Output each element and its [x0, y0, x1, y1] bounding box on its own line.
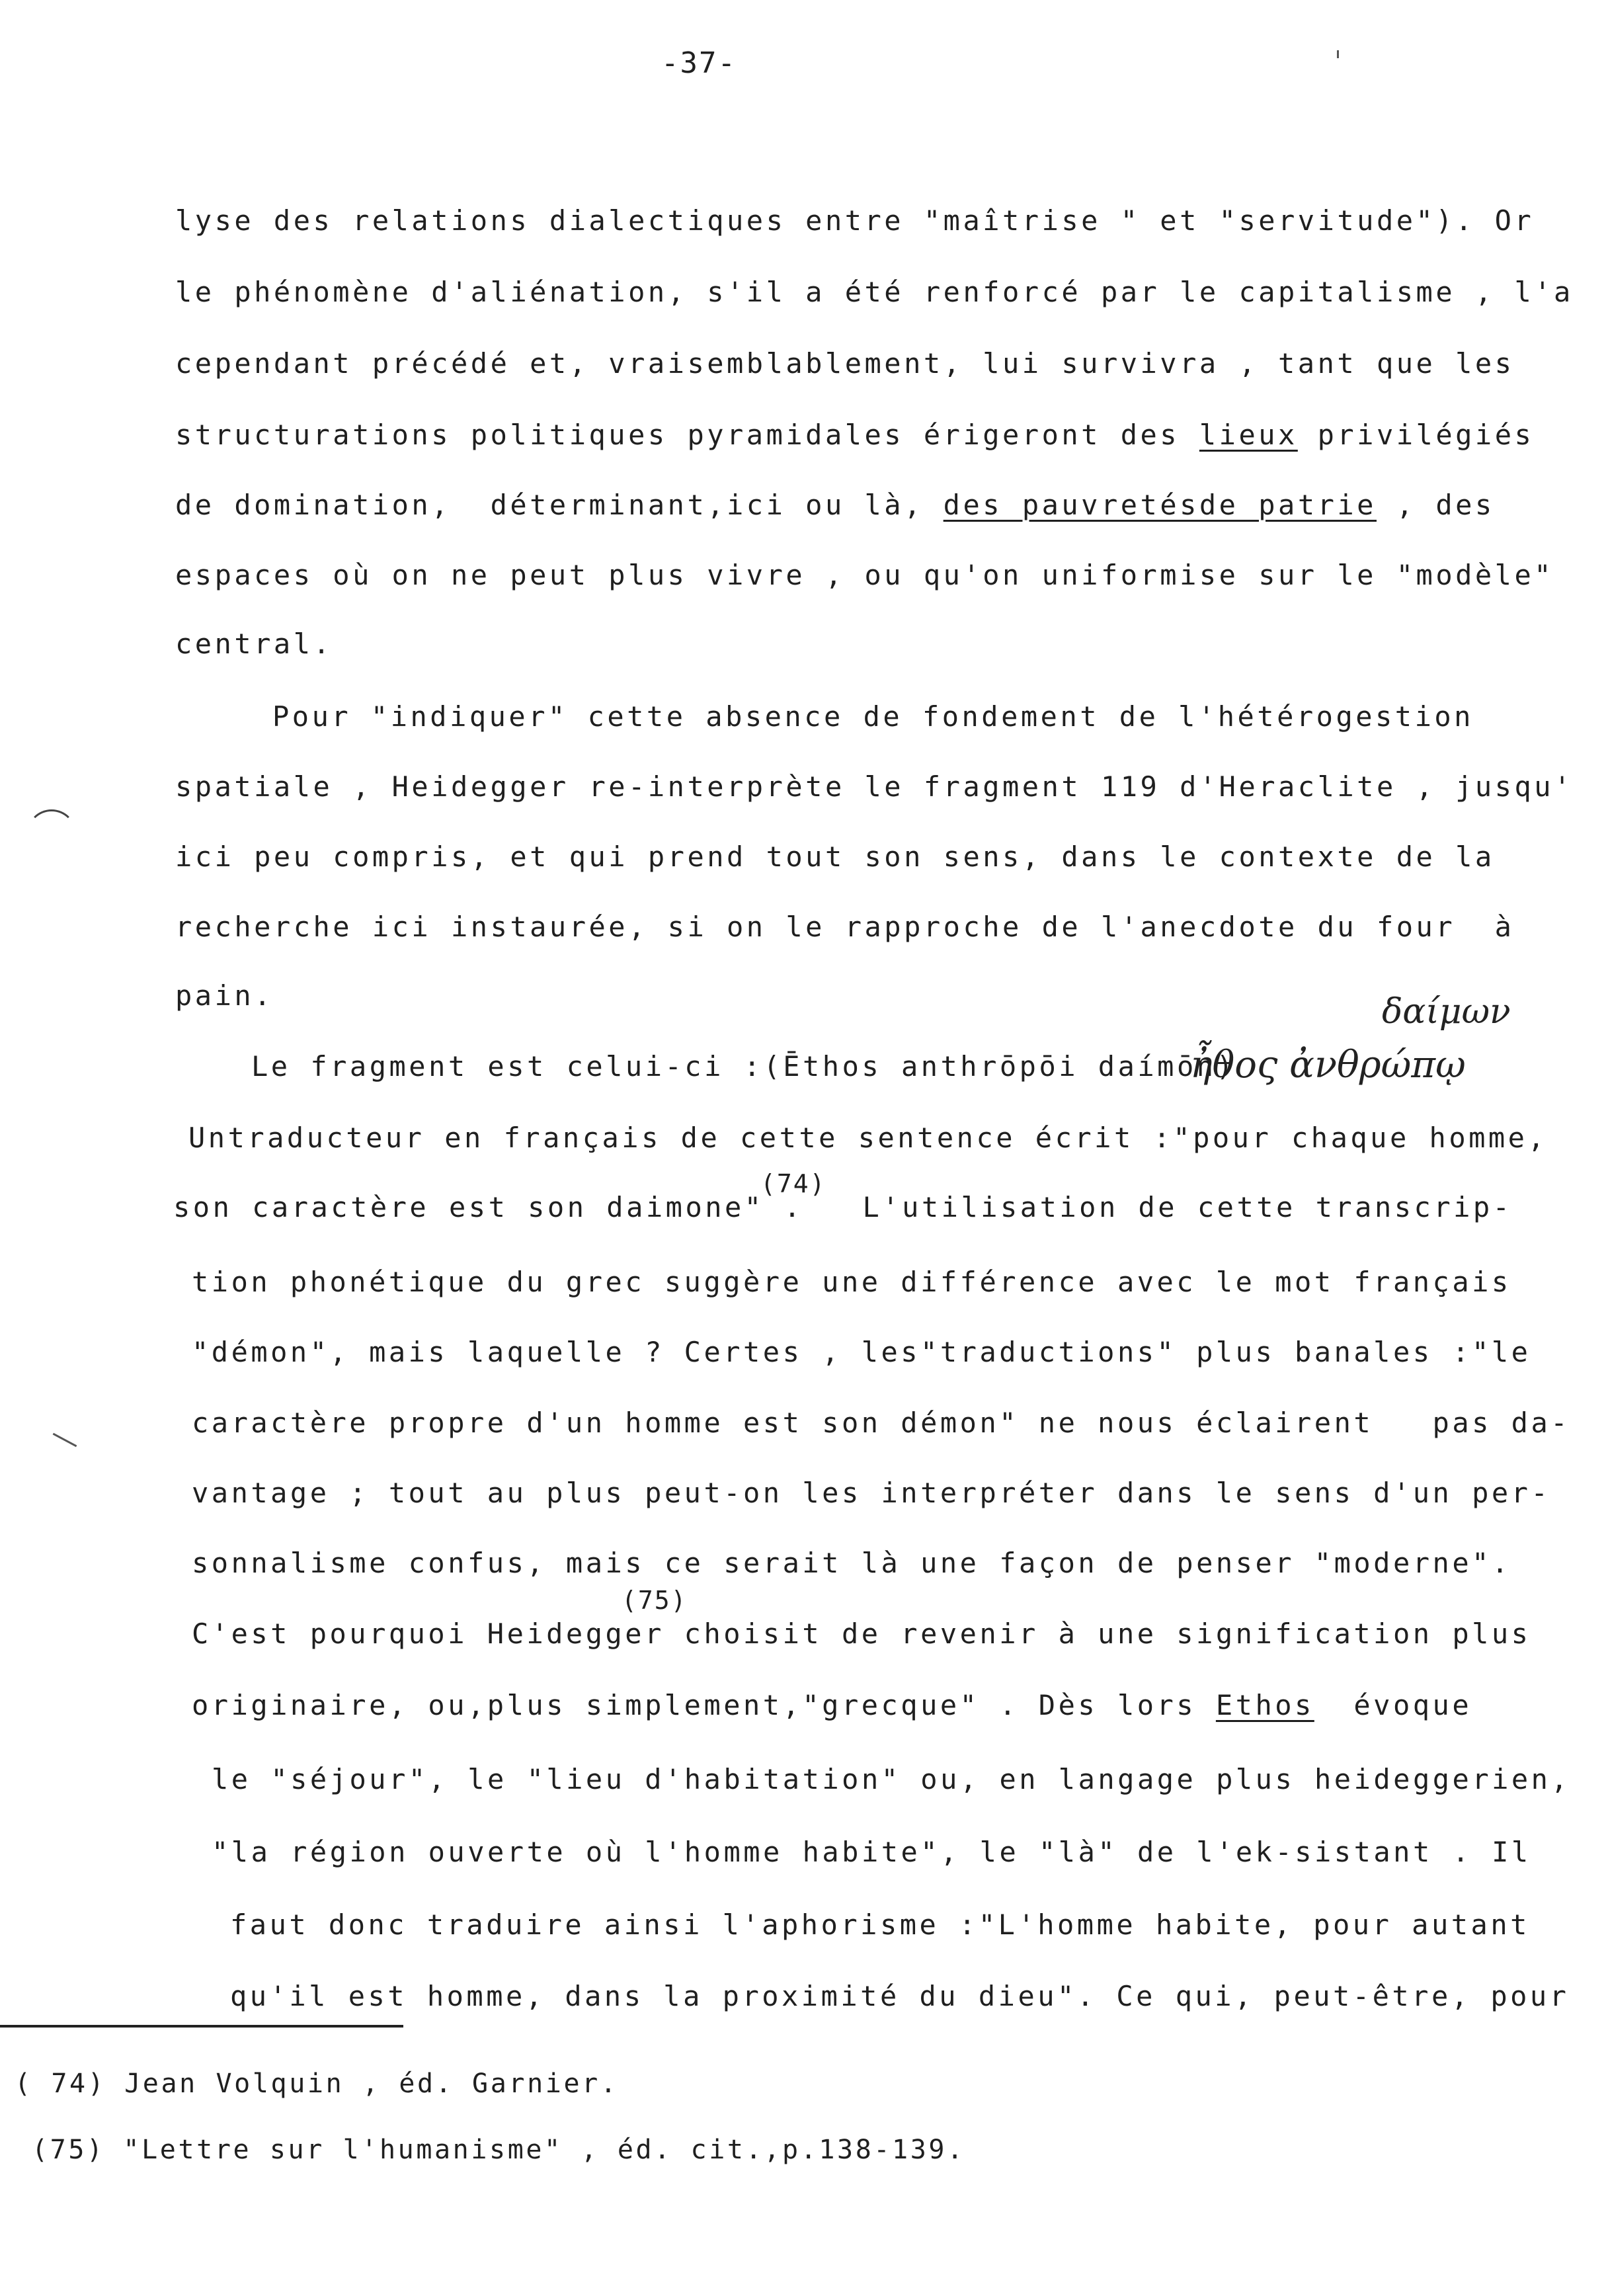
- text-line: cependant précédé et, vraisemblablement, lui survivra , tant que les: [175, 347, 1515, 380]
- handwritten-greek: ἦθος ἀνθρώπῳ: [1190, 1044, 1466, 1086]
- text-line: recherche ici instaurée, si on le rapproche de l'anecdote du four à: [175, 911, 1515, 943]
- text-line: "démon", mais laquelle ? Certes , les"traductions" plus banales :"le: [192, 1336, 1531, 1368]
- text-line: le "séjour", le "lieu d'habitation" ou, en langage plus heideggerien,: [212, 1763, 1571, 1795]
- text-segment: évoque: [1314, 1689, 1472, 1721]
- footnote-reference-75: (75): [622, 1586, 688, 1615]
- text-segment: , des: [1376, 489, 1495, 521]
- text-segment: privilégiés: [1297, 419, 1535, 451]
- text-line: ici peu compris, et qui prend tout son sens, dans le contexte de la: [175, 840, 1495, 873]
- text-line: [175, 421, 1534, 449]
- handwritten-greek-annotation: δαίμων: [1382, 992, 1511, 1032]
- text-line: vantage ; tout au plus peut-on les interpréter dans le sens d'un per-: [192, 1477, 1551, 1509]
- margin-mark: [26, 809, 77, 860]
- text-line: qu'il est homme, dans la proximité du dieu". Ce qui, peut-être, pour: [230, 1980, 1570, 2012]
- underlined-term: lieux: [1199, 419, 1298, 451]
- text-segment: de domination, déterminant,ici ou là,: [175, 489, 944, 521]
- margin-mark: [53, 1433, 77, 1447]
- underlined-term: des pauvretésde patrie: [943, 489, 1377, 521]
- footnote-75: (75) "Lettre sur l'humanisme" , éd. cit.,p.138-139.: [32, 2135, 965, 2165]
- footnote-separator: [0, 2025, 403, 2028]
- text-line: spatiale , Heidegger re-interprète le fragment 119 d'Heraclite , jusqu': [175, 770, 1574, 803]
- page-number: -37-: [661, 46, 737, 80]
- text-line: Untraducteur en français de cette sentence écrit :"pour chaque homme,: [188, 1122, 1548, 1154]
- text-line: "la région ouverte où l'homme habite", le "là" de l'ek-sistant . Il: [212, 1836, 1531, 1868]
- text-line: lyse des relations dialectiques entre "maîtrise " et "servitude"). Or: [175, 204, 1535, 237]
- footnote-74: ( 74) Jean Volquin , éd. Garnier.: [15, 2069, 619, 2099]
- text-line: Le fragment est celui-ci :(Ēthos anthrōpōi daímōn): [251, 1050, 1236, 1083]
- text-line: sonnalisme confus, mais ce serait là une façon de penser "moderne".: [192, 1547, 1511, 1579]
- text-segment: originaire, ou,plus simplement,"grecque" . Dès lors: [192, 1689, 1216, 1721]
- text-segment: structurations politiques pyramidales érigeront des: [175, 419, 1199, 451]
- text-line: [192, 1689, 1472, 1721]
- text-line: tion phonétique du grec suggère une différence avec le mot français: [192, 1266, 1511, 1298]
- underlined-term: Ethos: [1215, 1689, 1314, 1721]
- text-line: pain.: [175, 979, 274, 1012]
- text-line: caractère propre d'un homme est son démon" ne nous éclairent pas da-: [192, 1407, 1571, 1439]
- text-line: central.: [175, 628, 333, 660]
- text-line: faut donc traduire ainsi l'aphorisme :"L'homme habite, pour autant: [230, 1908, 1530, 1941]
- text-line: son caractère est son daimone" . L'utilisation de cette transcrip-: [173, 1191, 1513, 1223]
- footnote-reference-74: (74): [760, 1169, 826, 1198]
- margin-mark: [1337, 50, 1339, 58]
- text-line: [175, 491, 1495, 519]
- text-line: le phénomène d'aliénation, s'il a été renforcé par le capitalisme , l'a: [175, 276, 1574, 308]
- text-line: espaces où on ne peut plus vivre , ou qu'on uniformise sur le "modèle": [175, 559, 1554, 591]
- text-line: Pour "indiquer" cette absence de fondement de l'hétérogestion: [272, 700, 1474, 733]
- text-line: C'est pourquoi Heidegger choisit de revenir à une signification plus: [192, 1618, 1531, 1650]
